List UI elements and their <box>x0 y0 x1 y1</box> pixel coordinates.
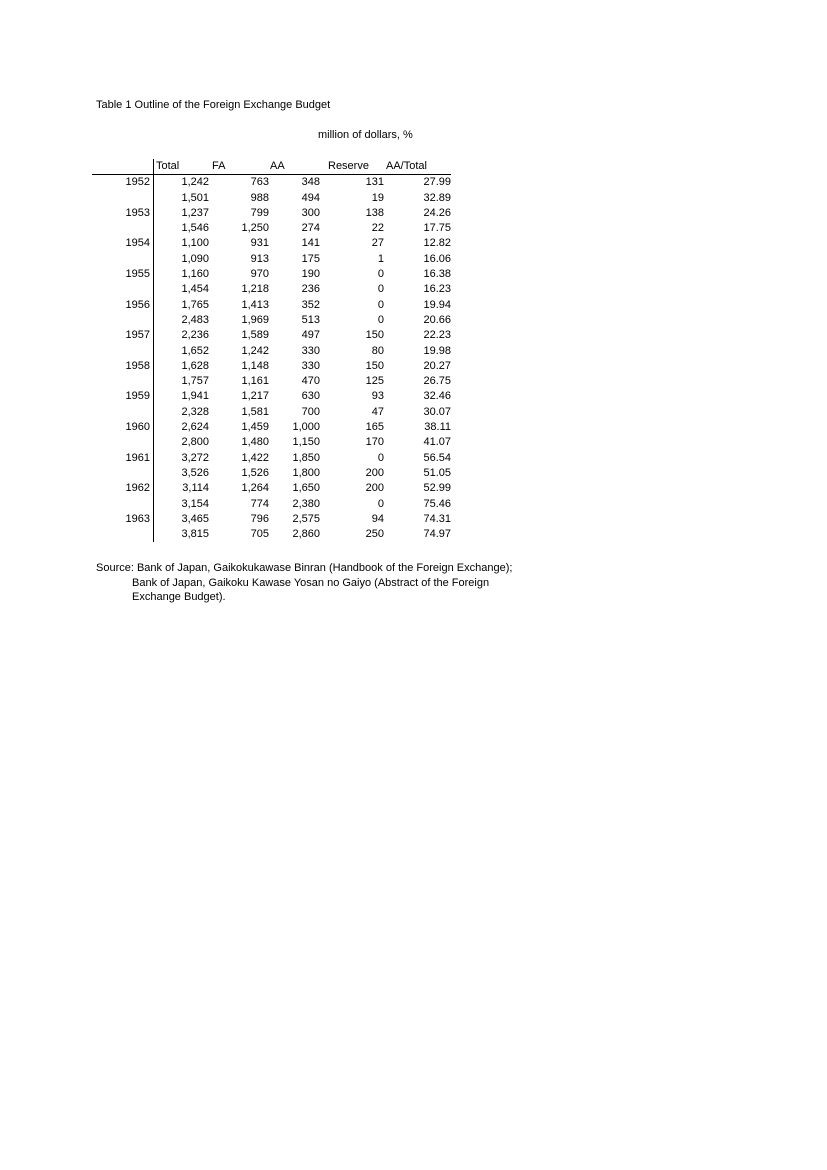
cell-year <box>92 191 154 206</box>
cell-total: 1,100 <box>154 236 210 251</box>
cell-reserve: 27 <box>371 237 384 250</box>
cell-aa: 1,800 <box>292 466 320 479</box>
cell-fa: 763 <box>250 176 269 189</box>
header-aa-total: AA/Total <box>384 159 451 175</box>
cell-reserve: 93 <box>371 390 384 403</box>
cell-aa: 190 <box>301 268 320 281</box>
cell-reserve: 125 <box>365 375 384 388</box>
cell-fa: 913 <box>250 252 269 265</box>
cell-total: 1,652 <box>154 344 210 359</box>
cell-aa-total: 51.05 <box>423 466 451 479</box>
header-reserve: Reserve <box>320 159 384 175</box>
cell-fa: 1,148 <box>241 359 269 372</box>
cell-aa-total: 74.31 <box>423 512 451 525</box>
cell-year: 1953 <box>125 206 150 219</box>
cell-aa-total: 75.46 <box>423 497 451 510</box>
cell-fa: 1,422 <box>241 451 269 464</box>
cell-reserve: 131 <box>365 176 384 189</box>
table-row <box>92 298 451 313</box>
cell-reserve: 1 <box>377 252 384 265</box>
cell-aa-total: 38.11 <box>424 421 451 434</box>
cell-reserve: 94 <box>371 512 384 525</box>
cell-year <box>92 527 154 542</box>
cell-fa: 1,218 <box>241 283 269 296</box>
cell-total: 1,090 <box>154 252 210 267</box>
cell-fa: 1,459 <box>241 421 269 434</box>
cell-year: 1958 <box>125 359 150 372</box>
cell-reserve: 150 <box>365 329 384 342</box>
cell-reserve: 150 <box>365 359 384 372</box>
cell-reserve: 0 <box>377 451 384 464</box>
cell-aa-total: 20.27 <box>423 359 451 372</box>
table-row <box>92 328 451 343</box>
cell-fa: 1,217 <box>241 390 269 403</box>
cell-total: 1,765 <box>154 298 210 313</box>
cell-year: 1962 <box>125 482 150 495</box>
cell-year: 1957 <box>125 329 150 342</box>
cell-aa-total: 12.82 <box>423 237 451 250</box>
header-row <box>92 159 451 175</box>
cell-reserve: 0 <box>377 268 384 281</box>
cell-total: 1,941 <box>154 389 210 404</box>
cell-reserve: 0 <box>377 283 384 296</box>
cell-aa: 330 <box>301 344 320 357</box>
cell-aa: 1,150 <box>292 436 320 449</box>
header-total: Total <box>154 159 210 175</box>
cell-year <box>92 466 154 481</box>
cell-year: 1956 <box>125 298 150 311</box>
cell-total: 1,628 <box>154 359 210 374</box>
cell-fa: 1,413 <box>241 298 269 311</box>
cell-reserve: 19 <box>371 191 384 204</box>
cell-aa-total: 19.98 <box>423 344 451 357</box>
table-row <box>92 191 451 206</box>
cell-aa: 141 <box>301 237 320 250</box>
cell-aa: 1,650 <box>292 482 320 495</box>
cell-year <box>92 252 154 267</box>
table-row <box>92 497 451 512</box>
table-header <box>92 159 451 175</box>
cell-fa: 970 <box>250 268 269 281</box>
table-row <box>92 221 451 236</box>
header-fa: FA <box>209 159 269 175</box>
cell-fa: 1,526 <box>241 466 269 479</box>
cell-total: 3,815 <box>154 527 210 542</box>
cell-total: 1,242 <box>154 175 210 191</box>
cell-reserve: 250 <box>365 528 384 541</box>
table-row <box>92 344 451 359</box>
cell-aa-total: 26.75 <box>423 375 451 388</box>
cell-fa: 799 <box>250 206 269 219</box>
source-line-3: Exchange Budget). <box>132 591 226 603</box>
units-note: million of dollars, % <box>318 129 413 141</box>
table-row <box>92 420 451 435</box>
table-row <box>92 175 451 191</box>
cell-year <box>92 405 154 420</box>
cell-total: 3,465 <box>154 512 210 527</box>
cell-aa-total: 27.99 <box>423 176 451 189</box>
cell-total: 1,501 <box>154 191 210 206</box>
cell-aa-total: 41.07 <box>423 436 451 449</box>
header-aa: AA <box>269 159 320 175</box>
header-year <box>92 159 154 175</box>
cell-total: 3,272 <box>154 451 210 466</box>
cell-aa-total: 19.94 <box>423 298 451 311</box>
cell-year <box>92 435 154 450</box>
source-note <box>96 561 512 605</box>
cell-aa: 470 <box>301 375 320 388</box>
cell-aa-total: 16.23 <box>423 283 451 296</box>
cell-aa-total: 17.75 <box>423 222 451 235</box>
table-row <box>92 405 451 420</box>
cell-year: 1963 <box>125 512 150 525</box>
cell-reserve: 80 <box>371 344 384 357</box>
cell-fa: 931 <box>250 237 269 250</box>
cell-aa: 513 <box>301 313 320 326</box>
table-row <box>92 466 451 481</box>
table-row <box>92 359 451 374</box>
cell-year: 1959 <box>125 390 150 403</box>
table-row <box>92 481 451 496</box>
cell-aa: 236 <box>301 283 320 296</box>
cell-aa-total: 16.38 <box>423 268 451 281</box>
table-row <box>92 451 451 466</box>
cell-aa-total: 52.99 <box>423 482 451 495</box>
cell-aa: 2,860 <box>292 528 320 541</box>
cell-total: 2,800 <box>154 435 210 450</box>
cell-year <box>92 221 154 236</box>
cell-year <box>92 374 154 389</box>
cell-reserve: 47 <box>371 405 384 418</box>
cell-aa: 2,380 <box>292 497 320 510</box>
cell-aa: 300 <box>301 206 320 219</box>
cell-total: 3,114 <box>154 481 210 496</box>
cell-total: 3,154 <box>154 497 210 512</box>
cell-total: 2,328 <box>154 405 210 420</box>
cell-year <box>92 344 154 359</box>
cell-fa: 1,480 <box>241 436 269 449</box>
cell-aa-total: 16.06 <box>423 252 451 265</box>
table-title: Table 1 Outline of the Foreign Exchange Budget <box>96 99 331 111</box>
cell-aa-total: 22.23 <box>423 329 451 342</box>
cell-reserve: 0 <box>377 313 384 326</box>
cell-aa-total: 30.07 <box>423 405 451 418</box>
cell-year: 1961 <box>125 451 150 464</box>
cell-fa: 1,969 <box>241 313 269 326</box>
cell-total: 1,237 <box>154 206 210 221</box>
cell-fa: 1,581 <box>241 405 269 418</box>
cell-aa-total: 32.46 <box>423 390 451 403</box>
table-row <box>92 267 451 282</box>
cell-aa-total: 20.66 <box>423 313 451 326</box>
cell-aa: 630 <box>301 390 320 403</box>
cell-total: 2,483 <box>154 313 210 328</box>
cell-fa: 1,242 <box>241 344 269 357</box>
cell-reserve: 0 <box>377 497 384 510</box>
table-row <box>92 389 451 404</box>
table-row <box>92 435 451 450</box>
cell-year: 1955 <box>125 268 150 281</box>
cell-fa: 988 <box>250 191 269 204</box>
cell-aa: 1,850 <box>292 451 320 464</box>
cell-aa-total: 32.89 <box>423 191 451 204</box>
cell-aa-total: 56.54 <box>423 451 451 464</box>
table-row <box>92 206 451 221</box>
cell-fa: 1,250 <box>241 222 269 235</box>
table-body <box>92 175 451 543</box>
cell-reserve: 0 <box>377 298 384 311</box>
table-row <box>92 236 451 251</box>
cell-fa: 774 <box>250 497 269 510</box>
cell-reserve: 170 <box>365 436 384 449</box>
cell-year: 1960 <box>125 421 150 434</box>
cell-year <box>92 497 154 512</box>
table-row <box>92 527 451 542</box>
cell-reserve: 138 <box>365 206 384 219</box>
cell-aa: 494 <box>301 191 320 204</box>
cell-aa: 497 <box>301 329 320 342</box>
cell-total: 2,624 <box>154 420 210 435</box>
cell-year: 1954 <box>125 237 150 250</box>
cell-year <box>92 313 154 328</box>
cell-year <box>92 282 154 297</box>
table-row <box>92 282 451 297</box>
table-row <box>92 512 451 527</box>
cell-aa-total: 74.97 <box>423 528 451 541</box>
cell-aa: 348 <box>301 176 320 189</box>
cell-fa: 705 <box>250 528 269 541</box>
cell-reserve: 165 <box>365 421 384 434</box>
cell-fa: 796 <box>250 512 269 525</box>
cell-total: 1,160 <box>154 267 210 282</box>
source-line-2: Bank of Japan, Gaikoku Kawase Yosan no Gaiyo (Abstract of the Foreign <box>132 576 490 589</box>
cell-fa: 1,161 <box>241 375 269 388</box>
cell-reserve: 22 <box>371 222 384 235</box>
cell-aa: 352 <box>301 298 320 311</box>
source-line-1: Source: Bank of Japan, Gaikokukawase Binran (Handbook of the Foreign Exchange); <box>96 562 513 574</box>
cell-reserve: 200 <box>365 482 384 495</box>
cell-aa: 2,575 <box>292 512 320 525</box>
cell-total: 2,236 <box>154 328 210 343</box>
cell-reserve: 200 <box>365 466 384 479</box>
table-row <box>92 252 451 267</box>
cell-aa: 1,000 <box>292 421 320 434</box>
cell-aa: 330 <box>301 359 320 372</box>
table-row <box>92 313 451 328</box>
cell-fa: 1,264 <box>241 482 269 495</box>
cell-aa: 274 <box>301 222 320 235</box>
cell-aa-total: 24.26 <box>423 206 451 219</box>
table-row <box>92 374 451 389</box>
cell-aa: 700 <box>301 405 320 418</box>
cell-total: 1,546 <box>154 221 210 236</box>
cell-fa: 1,589 <box>241 329 269 342</box>
cell-aa: 175 <box>301 252 320 265</box>
cell-total: 3,526 <box>154 466 210 481</box>
budget-table <box>92 159 451 542</box>
cell-total: 1,454 <box>154 282 210 297</box>
cell-total: 1,757 <box>154 374 210 389</box>
cell-year: 1952 <box>125 176 150 189</box>
